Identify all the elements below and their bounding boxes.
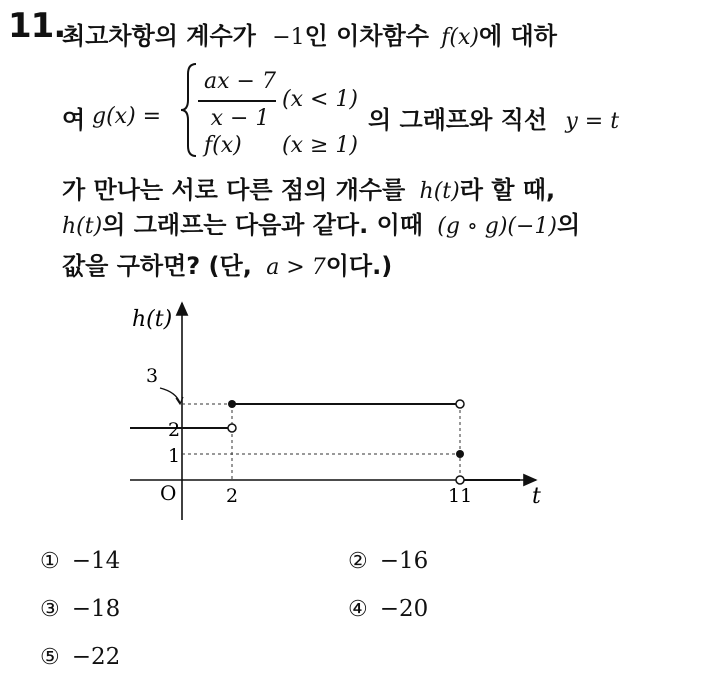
problem-number: 11. xyxy=(8,6,66,46)
choice-1[interactable] xyxy=(40,548,120,574)
text-segment: 인 이차함수 xyxy=(304,22,429,50)
closed-point-t2-h3 xyxy=(228,400,236,408)
math-composition: (g ∘ g)(−1) xyxy=(437,214,557,239)
text-segment: 에 대하 xyxy=(478,22,557,50)
choice-value: −22 xyxy=(71,644,121,670)
choice-marker: ② xyxy=(348,549,368,574)
closed-point-t11-h1 xyxy=(456,450,464,458)
condition-x-lt-1: (x < 1) xyxy=(282,87,358,112)
choice-value: −16 xyxy=(379,548,429,574)
math-gx-label: g(x) = xyxy=(92,104,162,129)
choice-value: −18 xyxy=(71,596,121,622)
text-segment: 최고차항의 계수가 xyxy=(62,22,256,50)
open-point-t11-h3 xyxy=(456,400,464,408)
annotation-pointer xyxy=(160,388,180,403)
y-tick-label-2: 2 xyxy=(168,419,181,441)
choice-value: −20 xyxy=(379,596,429,622)
open-point-t11-h0 xyxy=(456,476,464,484)
choice-4[interactable] xyxy=(348,596,428,622)
math-condition: a > 7 xyxy=(266,255,326,280)
choice-marker: ① xyxy=(40,549,60,574)
text-segment: 라 할 때, xyxy=(459,176,556,204)
x-tick-label-2: 2 xyxy=(226,485,239,507)
choice-5[interactable] xyxy=(40,644,120,670)
choice-marker: ④ xyxy=(348,597,368,622)
fraction-numerator: ax − 7 xyxy=(204,69,276,94)
choice-value: −14 xyxy=(71,548,121,574)
x-axis-label: t xyxy=(532,484,541,509)
text-segment: 의 그래프와 직선 xyxy=(368,106,547,134)
math-ht: h(t) xyxy=(419,179,460,204)
text-segment: 가 만나는 서로 다른 점의 개수를 xyxy=(62,176,406,204)
choice-marker: ③ xyxy=(40,597,60,622)
y-tick-label-1: 1 xyxy=(168,445,181,467)
math-minus-one: −1 xyxy=(272,25,305,50)
math-yt: y = t xyxy=(565,109,620,134)
math-ht: h(t) xyxy=(62,214,103,239)
origin-label: O xyxy=(160,481,177,505)
annotation-label-3: 3 xyxy=(146,365,159,387)
choice-3[interactable] xyxy=(40,596,120,622)
open-point-t2-h2 xyxy=(228,424,236,432)
text-segment: 의 그래프는 다음과 같다. 이때 xyxy=(102,211,423,239)
x-tick-label-11: 11 xyxy=(448,485,473,507)
choice-marker: ⑤ xyxy=(40,645,60,670)
bottom-expression: f(x) xyxy=(204,133,242,158)
fraction-denominator: x − 1 xyxy=(210,106,270,131)
text-segment: 이다.) xyxy=(325,252,393,280)
y-axis-label: h(t) xyxy=(132,307,173,332)
condition-x-ge-1: (x ≥ 1) xyxy=(282,133,358,158)
text-segment: 여 xyxy=(62,106,86,134)
text-segment: 값을 구하면? (단, xyxy=(62,252,252,280)
choice-2[interactable] xyxy=(348,548,428,574)
text-segment: 의 xyxy=(557,211,581,239)
math-fx: f(x) xyxy=(441,25,479,50)
